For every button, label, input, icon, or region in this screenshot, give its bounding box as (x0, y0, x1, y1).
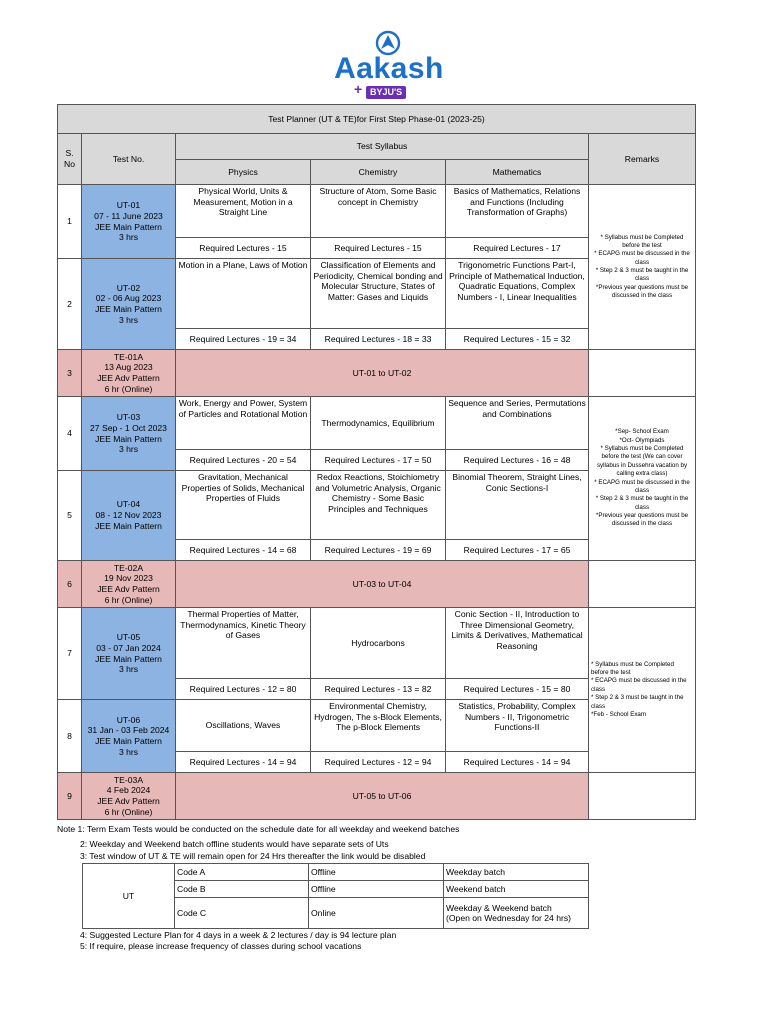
test-pattern: JEE Main Pattern (95, 221, 162, 232)
chemistry-lectures: Required Lectures - 15 (311, 238, 446, 259)
mathematics-syllabus: Basics of Mathematics, Relations and Functions (Including Transformation of Graphs) (446, 185, 589, 238)
test-duration: 3 hrs (118, 746, 139, 757)
test-date: 31 Jan - 03 Feb 2024 (87, 725, 170, 736)
test-cell (82, 773, 176, 820)
table-row (58, 608, 696, 679)
header-test-no: Test No. (82, 134, 176, 185)
test-code: TE-01A (113, 351, 144, 362)
sno-cell: 1 (58, 185, 82, 259)
header-test-syllabus: Test Syllabus (176, 134, 589, 160)
physics-syllabus: Thermal Properties of Matter, Thermodynamics, Kinetic Theory of Gases (176, 608, 311, 679)
remarks-cell-empty (589, 773, 696, 820)
remark-line: *Previous year questions must be discussed in the class (595, 511, 689, 528)
note-2: 2: Weekday and Weekend batch offline students would have separate sets of Uts (80, 839, 389, 849)
code-batch-line: (Open on Wednesday for 24 hrs) (446, 913, 571, 923)
sno-cell: 2 (58, 259, 82, 350)
test-date: 27 Sep - 1 Oct 2023 (90, 422, 167, 433)
remark-line: *Previous year questions must be discussed in the class (595, 283, 689, 300)
chemistry-lectures: Required Lectures - 19 = 69 (311, 540, 446, 561)
term-exam-syllabus: UT-03 to UT-04 (176, 561, 589, 608)
physics-lectures: Required Lectures - 20 = 54 (176, 450, 311, 471)
mathematics-syllabus: Binomial Theorem, Straight Lines, Conic Sections-I (446, 471, 589, 540)
table-row (58, 185, 696, 238)
remark-line: * ECAPG must be discussed in the class (594, 478, 690, 494)
term-exam-syllabus: UT-01 to UT-02 (176, 350, 589, 397)
sno-cell: 8 (58, 700, 82, 773)
sno-cell: 4 (58, 397, 82, 471)
code-name: Code C (175, 898, 309, 929)
code-mode: Offline (309, 881, 444, 898)
test-duration: 3 hrs (118, 444, 139, 455)
remark-line: * Syllabus must be Completed before the test (600, 233, 684, 249)
test-duration: 6 hr (Online) (104, 383, 153, 394)
term-exam-syllabus: UT-05 to UT-06 (176, 773, 589, 820)
note-1: Note 1: Term Exam Tests would be conducted on the schedule date for all weekday and weekend batches (57, 824, 460, 834)
code-batch (444, 898, 589, 929)
note-3: 3: Test window of UT & TE will remain open for 24 Hrs thereafter the link would be disabled (80, 851, 426, 861)
physics-lectures: Required Lectures - 14 = 68 (176, 540, 311, 561)
sno-cell: 6 (58, 561, 82, 608)
header-mathematics: Mathematics (446, 160, 589, 185)
test-date: 19 Nov 2023 (104, 573, 153, 584)
test-cell (82, 608, 176, 700)
test-cell (82, 259, 176, 350)
test-date: 13 Aug 2023 (104, 362, 153, 373)
logo-brand-text: Aakash (334, 52, 444, 85)
table-row (58, 773, 696, 820)
chemistry-lectures: Required Lectures - 12 = 94 (311, 752, 446, 773)
mathematics-lectures: Required Lectures - 15 = 80 (446, 679, 589, 700)
logo-plus: + (354, 81, 363, 97)
chemistry-lectures: Required Lectures - 13 = 82 (311, 679, 446, 700)
sno-cell: 5 (58, 471, 82, 561)
remark-line: *Oct- Olympiads (619, 436, 665, 444)
code-name: Code B (175, 881, 309, 898)
table-title: Test Planner (UT & TE)for First Step Phase-01 (2023-25) (58, 105, 696, 134)
test-duration: 6 hr (Online) (104, 806, 153, 817)
test-cell (82, 700, 176, 773)
remark-line: * Syllabus must be Completed before the test (We can cover syllabus in Dussehra vacation by calling extra class) (596, 445, 688, 478)
test-code: UT-04 (116, 499, 141, 510)
physics-syllabus: Motion in a Plane, Laws of Motion (176, 259, 311, 329)
physics-lectures: Required Lectures - 19 = 34 (176, 329, 311, 350)
test-code: UT-05 (116, 632, 141, 643)
test-date: 08 - 12 Nov 2023 (95, 510, 162, 521)
remarks-cell (589, 397, 696, 561)
mathematics-lectures: Required Lectures - 17 (446, 238, 589, 259)
chemistry-lectures: Required Lectures - 18 = 33 (311, 329, 446, 350)
table-row (58, 350, 696, 397)
test-code: UT-06 (116, 714, 141, 725)
test-duration: 6 hr (Online) (104, 594, 153, 605)
physics-lectures: Required Lectures - 14 = 94 (176, 752, 311, 773)
test-date: 03 - 07 Jan 2024 (96, 642, 161, 653)
code-batch: Weekday batch (444, 864, 589, 881)
sno-cell: 9 (58, 773, 82, 820)
remark-line: * Step 2 & 3 must be taught in the class (595, 267, 689, 283)
test-code: TE-02A (113, 562, 144, 573)
sno-cell: 3 (58, 350, 82, 397)
table-row (58, 397, 696, 450)
note-5: 5: If require, please increase frequency of classes during school vacations (80, 941, 362, 951)
table-row (83, 864, 589, 881)
chemistry-lectures: Required Lectures - 17 = 50 (311, 450, 446, 471)
header-sno: S. No (58, 134, 82, 185)
mathematics-syllabus: Statistics, Probability, Complex Numbers - II, Trigonometric Functions-II (446, 700, 589, 752)
test-date: 07 - 11 June 2023 (94, 210, 163, 221)
ut-codes-table (82, 863, 589, 929)
physics-syllabus: Physical World, Units & Measurement, Motion in a Straight Line (176, 185, 311, 238)
table-row (58, 561, 696, 608)
code-name: Code A (175, 864, 309, 881)
chemistry-syllabus: Thermodynamics, Equilibrium (311, 397, 446, 450)
remark-line: * Step 2 & 3 must be taught in the class (591, 694, 684, 710)
remark-line: *Feb - School Exam (591, 710, 647, 718)
code-mode: Offline (309, 864, 444, 881)
test-cell (82, 397, 176, 471)
test-date: 02 - 06 Aug 2023 (95, 293, 162, 304)
mathematics-lectures: Required Lectures - 14 = 94 (446, 752, 589, 773)
test-duration: 3 hrs (118, 232, 139, 243)
chemistry-syllabus: Structure of Atom, Some Basic concept in Chemistry (311, 185, 446, 238)
aakash-logo (314, 30, 464, 100)
header-physics: Physics (176, 160, 311, 185)
remarks-cell (589, 608, 696, 773)
test-duration: 3 hrs (118, 664, 139, 675)
mathematics-lectures: Required Lectures - 15 = 32 (446, 329, 589, 350)
physics-lectures: Required Lectures - 15 (176, 238, 311, 259)
test-cell (82, 561, 176, 608)
test-code: UT-02 (116, 282, 141, 293)
note-4: 4: Suggested Lecture Plan for 4 days in a week & 2 lectures / day is 94 lecture plan (80, 930, 397, 940)
mathematics-lectures: Required Lectures - 16 = 48 (446, 450, 589, 471)
test-code: TE-03A (113, 774, 144, 785)
mathematics-syllabus: Conic Section - II, Introduction to Three Dimensional Geometry, Limits & Derivatives, Mathematical Reasoning (446, 608, 589, 679)
test-pattern: JEE Adv Pattern (97, 796, 160, 806)
test-code: UT-01 (116, 200, 141, 211)
test-cell (82, 471, 176, 561)
physics-syllabus: Oscillations, Waves (176, 700, 311, 752)
remark-line: * ECAPG must be discussed in the class (591, 677, 687, 693)
test-duration: 3 hrs (118, 314, 139, 325)
mathematics-lectures: Required Lectures - 17 = 65 (446, 540, 589, 561)
test-pattern: JEE Main Pattern (95, 304, 162, 314)
remarks-cell-empty (589, 561, 696, 608)
chemistry-syllabus: Environmental Chemistry, Hydrogen, The s-Block Elements, The p-Block Elements (311, 700, 446, 752)
remarks-cell-empty (589, 350, 696, 397)
test-date: 4 Feb 2024 (106, 785, 151, 796)
chemistry-syllabus: Classification of Elements and Periodicity, Chemical bonding and Molecular Structure, States of Matter: Gases and Liquids (311, 259, 446, 329)
test-code: UT-03 (116, 412, 141, 423)
mathematics-syllabus: Trigonometric Functions Part-I, Principle of Mathematical Induction, Quadratic Equations, Complex Numbers - I, Linear Inequalities (446, 259, 589, 329)
remark-line: * ECAPG must be discussed in the class (594, 250, 690, 266)
physics-syllabus: Gravitation, Mechanical Properties of Solids, Mechanical Properties of Fluids (176, 471, 311, 540)
test-cell (82, 185, 176, 259)
physics-lectures: Required Lectures - 12 = 80 (176, 679, 311, 700)
header-remarks: Remarks (589, 134, 696, 185)
chemistry-syllabus: Redox Reactions, Stoichiometry and Volumetric Analysis, Organic Chemistry - Some Basic Principles and Techniques (311, 471, 446, 540)
remark-line: * Step 2 & 3 must be taught in the class (595, 495, 689, 511)
mathematics-syllabus: Sequence and Series, Permutations and Combinations (446, 397, 589, 450)
test-pattern: JEE Adv Pattern (97, 584, 160, 594)
test-cell (82, 350, 176, 397)
test-pattern: JEE Main Pattern (95, 653, 162, 664)
test-pattern: JEE Main Pattern (95, 433, 162, 444)
code-batch-line: Weekday & Weekend batch (446, 902, 552, 913)
header-chemistry: Chemistry (311, 160, 446, 185)
chemistry-syllabus: Hydrocarbons (311, 608, 446, 679)
physics-syllabus: Work, Energy and Power, System of Particles and Rotational Motion (176, 397, 311, 450)
remark-line: *Sep- School Exam (615, 428, 669, 436)
ut-label: UT (83, 864, 175, 929)
code-mode: Online (309, 898, 444, 929)
test-pattern: JEE Main Pattern (95, 520, 162, 531)
test-pattern: JEE Main Pattern (95, 736, 162, 746)
sno-cell: 7 (58, 608, 82, 700)
code-batch: Weekend batch (444, 881, 589, 898)
remark-line: * Syllabus must be Completed before the test (591, 660, 674, 677)
remarks-cell (589, 185, 696, 350)
test-pattern: JEE Adv Pattern (97, 373, 160, 383)
logo-byjus-badge: BYJU'S (366, 86, 406, 99)
test-planner-table (57, 104, 696, 820)
